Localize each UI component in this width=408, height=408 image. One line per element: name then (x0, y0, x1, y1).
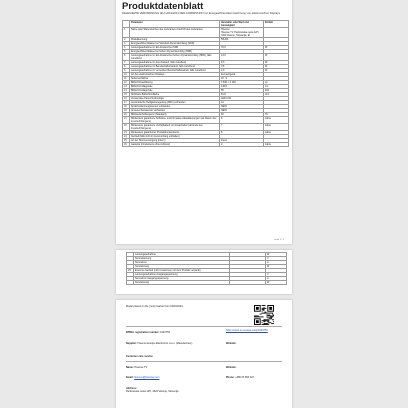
row-parameter: Mindestens garantierte Software- und Firmware-Aktualisierungen (ab Datum des Inverkehrbringens) (130, 117, 220, 124)
row-value: NEIN (220, 109, 264, 113)
row-parameter: Anwesenheitssensor vorhanden (130, 109, 220, 113)
row-unit: Jahre (264, 143, 289, 147)
row-value: 55 (220, 89, 264, 93)
regulation-subtitle: DELEGIERTE VERORDNUNG (EU) 2019/2013 DER KOMMISSION zur Energieeffizienzkennzeichnung von elektronischen Displays (122, 12, 280, 15)
row-parameter: Art des elektronischen Displays (130, 73, 220, 77)
row-parameter: Mindestens garantierter Produktkundendienst (130, 131, 220, 135)
table-row (123, 117, 289, 124)
row-number (127, 281, 134, 285)
row-number: 16. (123, 97, 130, 101)
row-parameter: Sichtbare Bildschirmfläche (130, 93, 220, 97)
row-parameter: Leistungsaufnahme im Ein-Zustand bei hohem Dynamikumfang (HDR), falls zutreffend (130, 54, 220, 61)
row-number: 15. (123, 93, 130, 97)
row-number: 8. (123, 65, 130, 69)
row-parameter: Leistungsaufnahme im Bereitschaftszustand, falls zutreffend (130, 65, 220, 69)
row-parameter: Modellkennung (130, 38, 220, 42)
row-unit: W (264, 65, 289, 69)
row-value: 2,0 (220, 69, 264, 73)
row-value: Hisense Hisense TV, Partizanska cesta 12H, 3320 Velenje, Slowenija, EI (220, 28, 264, 38)
row-number: 26. (123, 143, 130, 147)
row-parameter: Externes Netzteil (nicht zusammen mit dem Produkt verpackt) (134, 269, 230, 273)
row-value: 3 840 × 2 160 (220, 81, 264, 85)
row-number: 13. (123, 85, 130, 89)
row-number: 6. (123, 54, 130, 61)
email-label: Email: (126, 376, 134, 379)
row-number: 1. (123, 28, 130, 38)
row-number: 5. (123, 50, 130, 54)
row-unit: V (266, 273, 287, 277)
row-number: 4. (123, 46, 130, 50)
row-number: 7. (123, 61, 130, 65)
row-parameter: Leistungsaufnahme (134, 253, 230, 257)
eprel-number: 1943753 (160, 331, 170, 334)
row-unit: Zoll (264, 89, 289, 93)
eprel-link[interactable]: https://eprel.ec.europa.eu/qr/1943753 (226, 329, 268, 332)
row-number: 9. (123, 69, 130, 73)
datasheet-page-1 (116, 0, 292, 244)
row-unit: Hz (264, 113, 289, 117)
row-number: 11. (123, 77, 130, 81)
row-parameter: Nennleistung (134, 281, 230, 285)
row-value: 70,0 (220, 46, 264, 50)
page-footer: Seite 1 / 1 (274, 239, 284, 241)
row-parameter: Leistungsaufnahme im Ein-Zustand bei SDR (130, 46, 220, 50)
email-link[interactable]: hisense@hisense.com (134, 376, 160, 379)
row-unit: W (266, 253, 287, 257)
power-supply-table (126, 252, 287, 285)
row-parameter: Name oder Warenzeichen des Lieferanten Anschrift des Lieferanten (130, 28, 220, 38)
row-parameter: Art der Stromversorgung (intern) (130, 139, 220, 143)
row-number: 18. (123, 105, 130, 109)
row-parameter: Leistungsaufnahme im vernetzten Bereitschaftsbetrieb, falls zutreffend (130, 69, 220, 73)
row-unit: W (266, 281, 287, 285)
row-unit: cm (264, 85, 289, 89)
row-unit: Jahre (264, 131, 289, 135)
row-parameter: Nennstrom Ausgangsspannung (134, 277, 230, 281)
row-number: 22. (123, 124, 130, 131)
row-parameter: Bildschirmdiagonale (130, 85, 220, 89)
datasheet-page-2 (116, 250, 292, 294)
table-row (123, 28, 289, 38)
row-number: 25. (127, 269, 134, 273)
row-unit: W (264, 46, 289, 50)
row-value: Fernsehgerät (220, 73, 264, 77)
row-value: 0,3 (220, 61, 264, 65)
row-value: 8 (220, 117, 264, 124)
table-row (123, 124, 289, 131)
address-value: Partizanska cesta 12H, 3320 Velenje, Slovenija (126, 390, 179, 394)
row-number: 12. (123, 81, 130, 85)
row-parameter: Spracherkennungssensor vorhanden (130, 105, 220, 109)
row-parameter: Netzteil (falls nicht im Lieferumfang enthalten) (130, 135, 220, 139)
header-unit: Einheit (264, 21, 289, 28)
row-unit: A (266, 261, 287, 265)
row-value: 60 (220, 113, 264, 117)
model-placement-note: Model placed on the (now) market from 04/03/2024. (126, 305, 184, 308)
row-number: 17. (123, 101, 130, 105)
eprel-info-page (116, 300, 292, 408)
row-unit: px (264, 81, 289, 85)
divider (126, 361, 282, 362)
phone-label: Phone: (226, 376, 235, 379)
row-unit: dm² (264, 93, 289, 97)
parameter-table (122, 20, 289, 147)
row-value: 13,0 (220, 54, 264, 61)
row-value: 8 (220, 131, 264, 135)
row-parameter: Bildwiederholfrequenz (Standard) (130, 113, 220, 117)
row-number: 23. (123, 131, 130, 135)
row-unit (264, 28, 289, 38)
row-value: LED LCD (220, 97, 264, 101)
row-value: 81,8 (220, 93, 264, 97)
row-value: 55U6K (220, 38, 264, 42)
header-parameter: Parameter (130, 21, 220, 28)
name-value: Hisense TV (134, 366, 148, 369)
row-parameter: Mindestens garantierte Verfügbarkeit von Ersatzteilen (ab Ende des Inverkehrbringens) (130, 124, 220, 131)
supplier-label: Supplier: (126, 342, 137, 345)
row-unit: W (264, 61, 289, 65)
row-unit: W (264, 54, 289, 61)
page-title: Produktdatenblatt (122, 1, 204, 12)
table-header-row (123, 21, 289, 28)
row-parameter: Automatische Helligkeitsregelung (ABC) vorhanden (130, 101, 220, 105)
row-number: 2. (123, 38, 130, 42)
row-value: NEIN (220, 105, 264, 109)
row-value: 138,8 (220, 85, 264, 89)
row-parameter: Nennleistung (134, 265, 230, 269)
supplier-value: Hisense Europe Electronics d.o.o. (Manufacturer) (137, 342, 193, 345)
row-number: 25. (123, 139, 130, 143)
row-parameter: Bildschirmauflösung (130, 81, 220, 85)
row-number: 20. (123, 113, 130, 117)
row-parameter: Leistungsaufnahme Ausgangsspannung (134, 273, 230, 277)
address-label: Address: (126, 387, 137, 390)
row-value: 0,5 (220, 65, 264, 69)
row-parameter: Energieeffizienzklasse bei Standard-Dynamikumfang (SDR) (130, 42, 220, 46)
row-value: 7 (220, 124, 264, 131)
row-parameter: Garantie (mindestens ohne Aufpreis) (130, 143, 220, 147)
header-value: Hersteller oder Wert und Genauigkeit (220, 21, 264, 28)
row-number: 3. (123, 42, 130, 46)
row-unit: V (266, 257, 287, 261)
row-parameter: Seitenverhältnis (130, 77, 220, 81)
row-value: 16 : 9 (220, 77, 264, 81)
qr-code-icon (254, 305, 274, 325)
customer-care-heading: Customer care service (126, 355, 153, 358)
row-value: Intern (220, 139, 264, 143)
row-parameter: Energieeffizienzklasse bei hohem Dynamikumfang (HDR) (130, 50, 220, 54)
row-number: 10. (123, 73, 130, 77)
row-unit: A (266, 277, 287, 281)
row-parameter: Leistungsaufnahme im Aus-Zustand, falls zutreffend (130, 61, 220, 65)
row-value: 2 (220, 143, 264, 147)
divider (126, 326, 282, 327)
row-unit: Jahre (264, 124, 289, 131)
row-parameter: Bildschirmdiagonale (130, 89, 220, 93)
name-label: Name: (126, 366, 134, 369)
row-parameter: Nennspannung (134, 257, 230, 261)
phone-value: +386 03 893 327 (235, 376, 255, 379)
row-number: 24. (123, 135, 130, 139)
row-value (230, 281, 266, 285)
row-unit: Jahre (264, 117, 289, 124)
website-label-2: Website: (226, 366, 237, 369)
row-number: 14. (123, 89, 130, 93)
table-row (123, 143, 289, 147)
row-parameter: Verwendete Panel-Technologie (130, 97, 220, 101)
row-parameter: Nennstrom (134, 261, 230, 265)
table-row (123, 54, 289, 61)
row-unit: W (266, 265, 287, 269)
row-number: 21. (123, 117, 130, 124)
eprel-label: EPREL registration number: (126, 331, 160, 334)
table-row (127, 281, 287, 285)
row-number: 19. (123, 109, 130, 113)
website-label: Website: (226, 342, 237, 345)
row-value: JA (220, 101, 264, 105)
row-unit: W (264, 69, 289, 73)
